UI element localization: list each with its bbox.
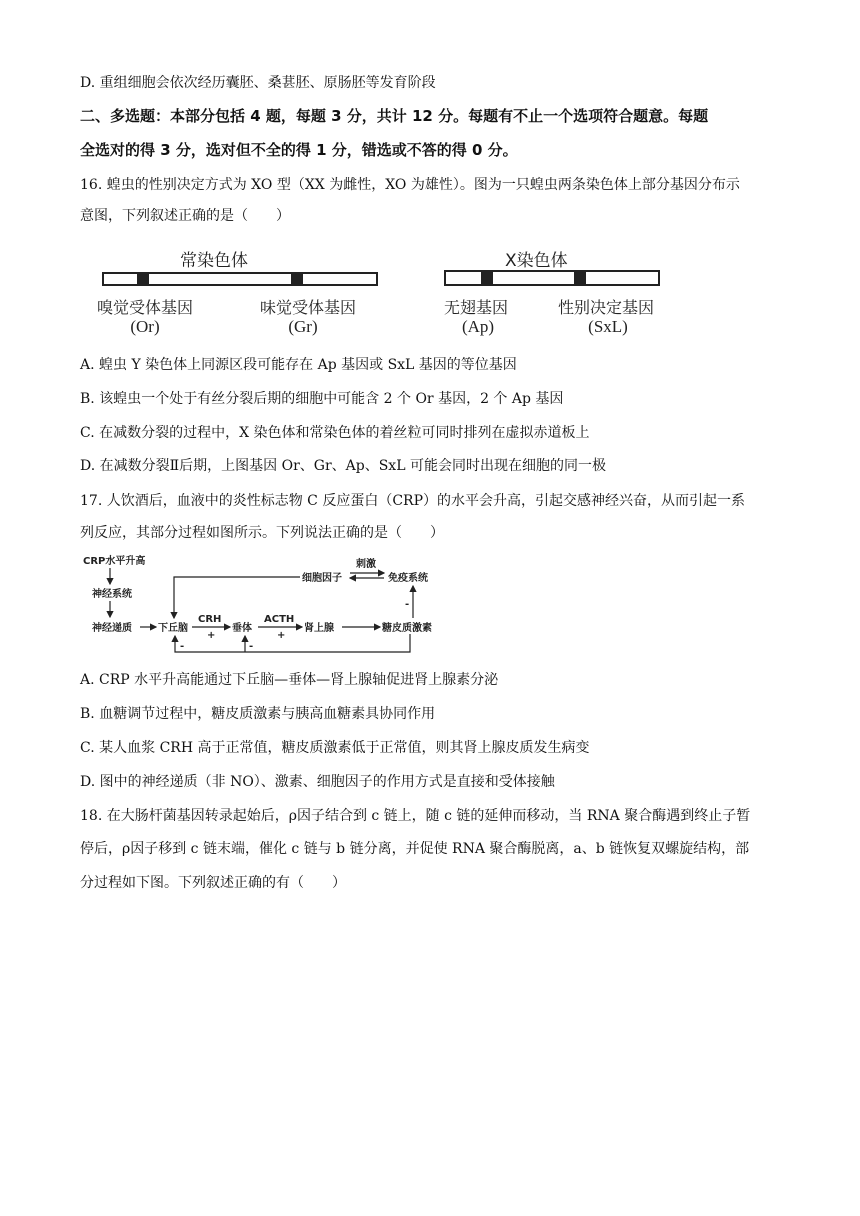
or-locus	[137, 272, 149, 286]
q16-stem-line-1: 16. 蝗虫的性别决定方式为 XO 型（XX 为雌性，XO 为雄性）。图为一只蝗虫两条染色体上部分基因分布示	[80, 177, 740, 193]
immune-system-node: 免疫系统	[388, 573, 428, 584]
acth-label: ACTH	[264, 614, 295, 625]
or-gene-name: 嗅觉受体基因	[96, 298, 193, 317]
hypothalamus-node: 下丘脑	[158, 623, 188, 634]
q16-option-d: D. 在减数分裂Ⅱ后期，上图基因 Or、Gr、Ap、SxL 可能会同时出现在细胞的同一极	[80, 458, 606, 474]
q16-stem-line-2: 意图，下列叙述正确的是（ ）	[80, 208, 290, 224]
crh-label: CRH	[198, 614, 222, 625]
ap-locus	[481, 270, 493, 286]
q15-option-d: D. 重组细胞会依次经历囊胚、桑葚胚、原肠胚等发育阶段	[80, 75, 436, 91]
gr-gene-symbol: (Gr)	[288, 317, 318, 336]
q16-option-b: B. 该蝗虫一个处于有丝分裂后期的细胞中可能含 2 个 Or 基因，2 个 Ap 基因	[80, 391, 564, 407]
arrow-cytokine-hypothalamus	[174, 577, 300, 618]
glucocorticoid-node: 糖皮质激素	[382, 623, 432, 634]
neurotransmitter-node: 神经递质	[92, 623, 132, 634]
section-header-line-1: 二、多选题：本部分包括 4 题，每题 3 分，共计 12 分。每题有不止一个选项符合题意。每题	[80, 107, 709, 125]
q18-stem-line-2: 停后，ρ因子移到 c 链末端，催化 c 链与 b 链分离，并促使 RNA 聚合酶脱离，a、b 链恢复双螺旋结构，部	[80, 841, 750, 857]
acth-plus-label: +	[277, 630, 286, 641]
chromosome-figure	[95, 240, 695, 340]
cytokine-node: 细胞因子	[302, 573, 342, 584]
stimulate-label: 刺激	[356, 559, 376, 570]
gr-gene-name: 味觉受体基因	[259, 298, 356, 317]
x-chromosome-title: X染色体	[505, 251, 568, 271]
sxl-locus	[574, 270, 586, 286]
crp-node: CRP水平升高	[83, 556, 146, 567]
q17-stem-line-2: 列反应，其部分过程如图所示。下列说法正确的是（ ）	[80, 525, 444, 541]
autosome-title: 常染色体	[180, 251, 248, 271]
ap-gene-symbol: (Ap)	[461, 317, 495, 336]
q17-option-b: B. 血糖调节过程中，糖皮质激素与胰高血糖素具协同作用	[80, 706, 436, 722]
gr-locus	[291, 272, 303, 286]
q18-stem-line-3: 分过程如下图。下列叙述正确的有（ ）	[80, 875, 346, 891]
crh-plus-label: +	[207, 630, 216, 641]
q17-option-d: D. 图中的神经递质（非 NO）、激素、细胞因子的作用方式是直接和受体接触	[80, 774, 555, 790]
feedback-minus-2: -	[249, 641, 254, 652]
immune-minus-label: -	[405, 599, 410, 610]
ap-gene-name: 无翅基因	[443, 298, 508, 317]
pituitary-node: 垂体	[232, 623, 252, 634]
q17-option-a: A. CRP 水平升高能通过下丘脑—垂体—肾上腺轴促进肾上腺素分泌	[80, 672, 499, 688]
or-gene-symbol: (Or)	[130, 317, 160, 336]
sxl-gene-name: 性别决定基因	[557, 298, 654, 317]
x-chromosome-bar	[444, 270, 660, 286]
crp-flow-diagram	[80, 552, 460, 660]
nervous-system-node: 神经系统	[92, 589, 132, 600]
adrenal-node: 肾上腺	[304, 623, 334, 634]
section-header-line-2: 全选对的得 3 分，选对但不全的得 1 分，错选或不答的得 0 分。	[80, 141, 518, 159]
sxl-gene-symbol: (SxL)	[588, 317, 628, 336]
q16-option-c: C. 在减数分裂的过程中，X 染色体和常染色体的着丝粒可同时排列在虚拟赤道板上	[80, 425, 590, 441]
feedback-minus-1: -	[180, 641, 185, 652]
q17-stem-line-1: 17. 人饮酒后，血液中的炎性标志物 C 反应蛋白（CRP）的水平会升高，引起交感神经兴奋，从而引起一系	[80, 493, 745, 509]
q17-option-c: C. 某人血浆 CRH 高于正常值，糖皮质激素低于正常值，则其肾上腺皮质发生病变	[80, 740, 590, 756]
q16-option-a: A. 蝗虫 Y 染色体上同源区段可能存在 Ap 基因或 SxL 基因的等位基因	[80, 357, 517, 373]
q18-stem-line-1: 18. 在大肠杆菌基因转录起始后，ρ因子结合到 c 链上，随 c 链的延伸而移动，当 RNA 聚合酶遇到终止子暂	[80, 808, 751, 824]
